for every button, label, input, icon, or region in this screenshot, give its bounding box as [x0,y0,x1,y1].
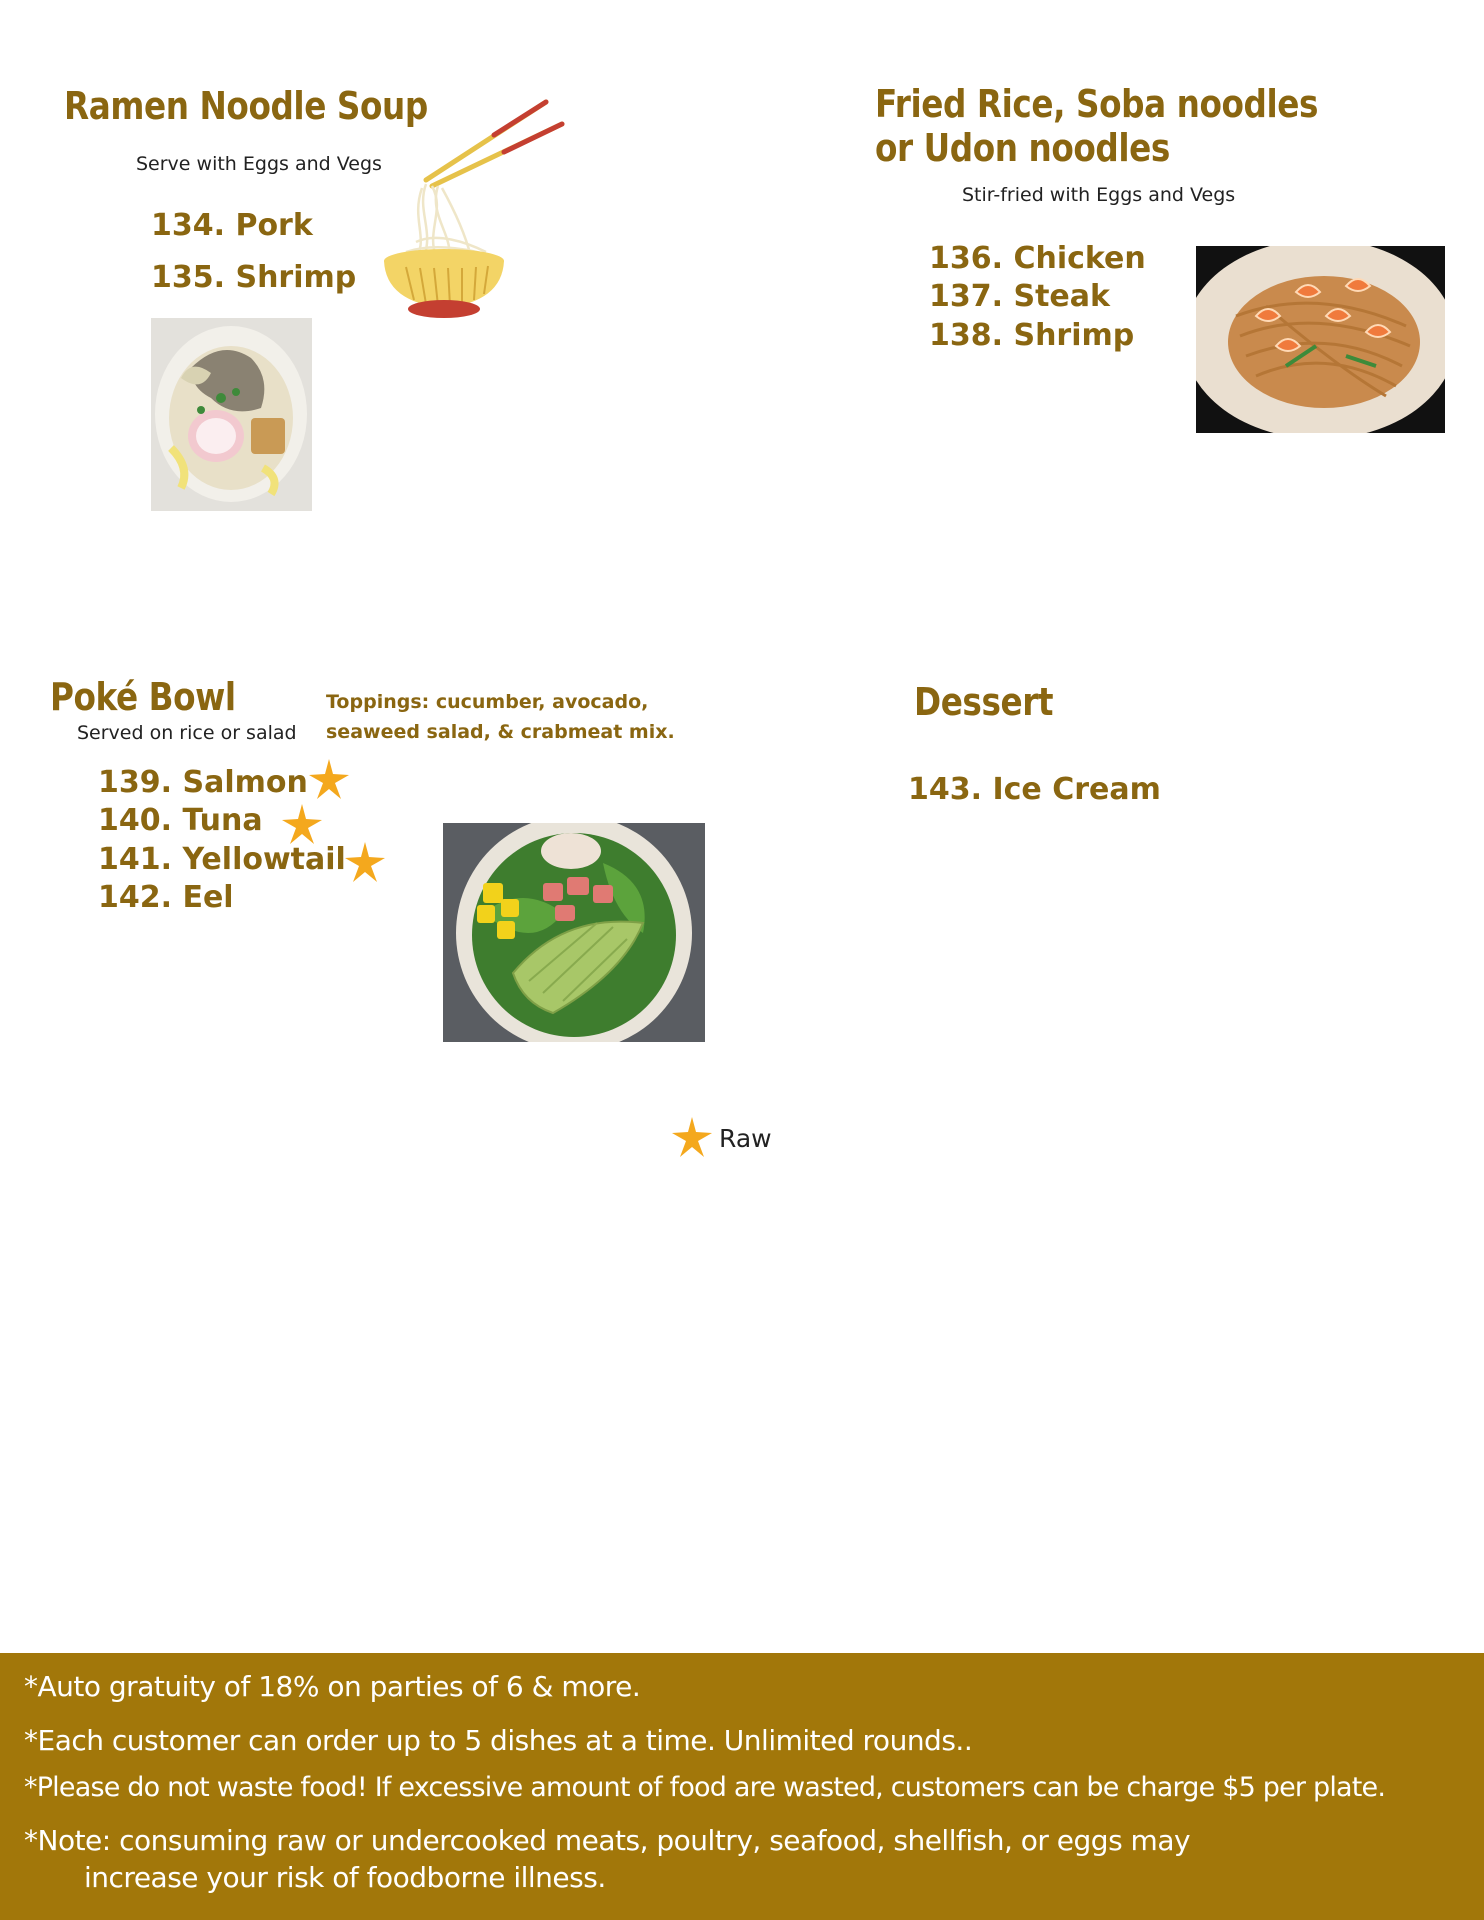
fried-noodles-photo [1196,246,1445,433]
menu-item-141: 141. Yellowtail [98,842,346,877]
star-icon [671,1116,713,1158]
menu-item-139: 139. Salmon [98,765,308,800]
fried-title-line2: or Udon noodles [875,126,1170,170]
menu-item-142: 142. Eel [98,880,234,915]
footer-note: *Please do not waste food! If excessive amount of food are wasted, customers can be charge $5 per plate. [24,1772,1386,1803]
dessert-title: Dessert [914,680,1054,724]
menu-item-143: 143. Ice Cream [908,772,1161,807]
menu-item-135: 135. Shrimp [151,260,357,295]
star-icon [344,841,386,883]
footer-note: *Note: consuming raw or undercooked meats, poultry, seafood, shellfish, or eggs may [24,1824,1191,1857]
ramen-photo [151,318,312,511]
footer-note: *Each customer can order up to 5 dishes at a time. Unlimited rounds.. [24,1724,973,1757]
poke-bowl-photo [443,823,705,1042]
poke-toppings-line2: seaweed salad, & crabmeat mix. [326,721,675,743]
poke-toppings-line1: Toppings: cucumber, avocado, [326,691,649,713]
raw-legend-label: Raw [719,1124,772,1153]
ramen-subtitle: Serve with Eggs and Vegs [136,153,382,175]
menu-item-140: 140. Tuna [98,803,263,838]
chopsticks-icon [426,102,562,186]
star-icon [308,758,350,800]
fried-subtitle: Stir-fried with Eggs and Vegs [962,184,1236,206]
menu-item-138: 138. Shrimp [929,318,1135,353]
poke-subtitle: Served on rice or salad [77,722,297,744]
footer-note: *Auto gratuity of 18% on parties of 6 & more. [24,1670,641,1703]
ramen-title: Ramen Noodle Soup [64,84,428,128]
menu-item-134: 134. Pork [151,208,313,243]
fried-title-line1: Fried Rice, Soba noodles [875,82,1319,126]
footer-note: increase your risk of foodborne illness. [84,1861,606,1894]
menu-item-136: 136. Chicken [929,241,1146,276]
footer-notes-panel [0,1653,1484,1920]
star-icon [281,803,323,845]
menu-item-137: 137. Steak [929,279,1110,314]
noodle-bowl-icon [376,92,572,324]
poke-title: Poké Bowl [50,675,236,719]
